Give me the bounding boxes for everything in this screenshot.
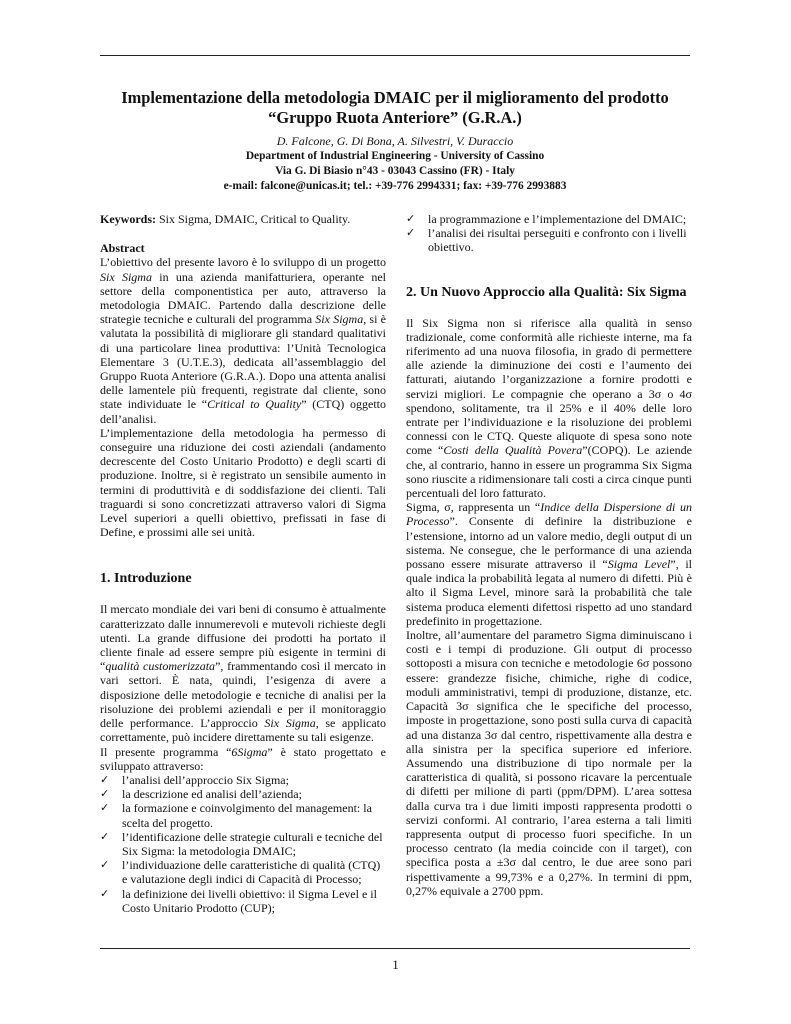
title-line-2: “Gruppo Ruota Anteriore” (G.R.A.) <box>268 108 522 127</box>
section2-paragraph-1: Il Six Sigma non si riferisce alla qualità in senso tradizionale, come conformità alle richieste interne, ma fa riferimento ad una nuova filosofia, in grado di permettere alle aziende la diminuzione dei costi e l’aumento dei fatturati, aiutando l’organizzazione a fornire prodotti e servizi migliori. Le compagnie che operano a 3σ o 4σ spendono, solitamente, tra il 25% e il 40% delle loro entrate per l’individuazione e la risoluzione dei problemi connessi con le CTQ. Queste aliquote di spesa sono note come “Costi della Qualità Povera”(COPQ). Le aziende che, al contrario, hanno in essere un programma Six Sigma sono riuscite a ridimensionare tali costi a circa cinque punti percentuali del loro fatturato. <box>406 315 693 501</box>
paper-title <box>100 88 690 128</box>
list-item: ✓ l’individuazione delle caratteristiche di qualità (CTQ) e valutazione degli indici di Capacità di Processo; <box>100 858 381 887</box>
intro-paragraph-1: Il mercato mondiale dei vari beni di consumo è attualmente caratterizzato dalle innumerevoli e mutevoli richieste degli utenti. La grande diffusione dei prodotti ha portato il cliente finale ad essere sempre più esigente in termini di “qualità customerizzata”, frammentando così il mercato in vari settori. È nata, quindi, l’esigenza di avere a disposizione delle metodologie e tecniche di analisi per la risoluzione dei problemi aziendali e per il monitoraggio delle performance. L’approccio Six Sigma, se applicato correttamente, può incidere direttamente su tali esigenze. <box>100 602 386 745</box>
bottom-rule <box>100 948 690 949</box>
list-item: ✓ la formazione e coinvolgimento del management: la scelta del progetto. <box>100 801 372 830</box>
section-heading-introduzione: 1. Introduzione <box>100 571 192 587</box>
section-heading-six-sigma: 2. Un Nuovo Approccio alla Qualità: Six Sigma <box>406 284 687 300</box>
check-icon: ✓ <box>100 802 110 815</box>
intro-paragraph-2: Il presente programma “6Sigma” è stato progettato e sviluppato attraverso: <box>100 744 387 773</box>
list-item: ✓ l’identificazione delle strategie culturali e tecniche del Six Sigma: la metodologia DMAIC; <box>100 829 383 858</box>
keywords <box>100 212 386 226</box>
abstract-paragraph-2: L’implementazione della metodologia ha permesso di conseguire una riduzione dei costi aziendali (andamento decrescente del Costo Unitario Prodotto) e degli scarti di produzione. Inoltre, si è registrato un sensibile aumento in termini di produttività e di soddisfazione dei clienti. Tali traguardi si sono concretizzati attraverso valori di Sigma Level superiori a quelli obiettivo, prefissati in fase di Define, e prossimi alle sei unità. <box>100 425 386 540</box>
keywords-text: Six Sigma, DMAIC, Critical to Quality. <box>156 212 351 226</box>
left-column <box>100 212 386 915</box>
address: Via G. Di Biasio n°43 - 03043 Cassino (FR) - Italy <box>275 165 515 177</box>
list-item: ✓ la programmazione e l’implementazione del DMAIC; <box>406 212 687 226</box>
list-item: ✓ la descrizione ed analisi dell’azienda; <box>100 787 302 802</box>
keywords-label: Keywords: <box>100 212 156 226</box>
department: Department of Industrial Engineering - University of Cassino <box>245 150 545 162</box>
check-icon: ✓ <box>100 830 110 843</box>
check-icon: ✓ <box>100 773 110 786</box>
check-icon: ✓ <box>100 859 110 872</box>
checklist-continued <box>406 212 692 255</box>
list-item: ✓ l’analisi dell’approccio Six Sigma; <box>100 772 289 787</box>
title-line-1: Implementazione della metodologia DMAIC per il miglioramento del prodotto <box>121 88 669 107</box>
list-item: ✓ l’analisi dei risultai perseguiti e confronto con i livelli obiettivo. <box>406 226 687 255</box>
paper-header <box>100 88 690 194</box>
contact-info: e-mail: falcone@unicas.it; tel.: +39-776 2994331; fax: +39-776 2993883 <box>223 180 567 192</box>
right-column <box>406 212 692 898</box>
check-icon: ✓ <box>406 227 416 240</box>
abstract-paragraph-1: L’obiettivo del presente lavoro è lo sviluppo di un progetto Six Sigma in una azienda manifatturiera, operante nel settore della componentistica per auto, attraverso la metodologia DMAIC. Partendo dalla descrizione delle strategie tecniche e culturali del programma Six Sigma, si è valutata la possibilità di migliorare gli standard qualitativi di una particolare linea produttiva: l’Unità Tecnologica Elementare 3 (U.T.E.3), dedicata all’assemblaggio del Gruppo Ruota Anteriore (G.R.A.). Dopo una attenta analisi delle lamentele più frequenti, registrate dal cliente, sono state individuate le “Critical to Quality” (CTQ) oggetto dell’analisi. <box>100 255 387 426</box>
authors: D. Falcone, G. Di Bona, A. Silvestri, V. Duraccio <box>276 134 514 148</box>
section2-paragraph-2: Sigma, σ, rappresenta un “Indice della Dispersione di un Processo”. Consente di definire la distribuzione e l’estensione, intorno ad un valore medio, degli output di un sistema. Ne consegue, che le performance di una azienda possano essere misurate attraverso il “Sigma Level”, il quale indica la probabilità legata al numero di difetti. Più è alto il Sigma Level, minore sarà la probabilità che tale sistema produca elementi difettosi rispetto ad uno standard predefinito in progettazione. <box>406 500 693 628</box>
checklist <box>100 773 386 915</box>
check-icon: ✓ <box>406 213 416 225</box>
page-number: 1 <box>392 957 399 972</box>
list-item: ✓ la definizione dei livelli obiettivo: il Sigma Level e il Costo Unitario Prodotto (CUP); <box>100 886 377 915</box>
top-rule <box>100 55 690 56</box>
check-icon: ✓ <box>100 788 110 801</box>
abstract-heading: Abstract <box>100 241 145 256</box>
section2-paragraph-3: Inoltre, all’aumentare del parametro Sigma diminuiscano i costi e i tempi di produzione. Gli output di processo sottoposti a misura con tecniche e metodologie 6σ possono essere: grandezze fisiche, chimiche, righe di codice, moduli amministrativi, tempi di produzione, distanze, etc. Capacità 3σ significa che le specifiche del processo, imposte in progettazione, sono posti sulla curva di capacità ad una distanza 3σ dal centro, rispettivamente alla destra e alla sinistra per la specifica superiore ed inferiore. Assumendo una distribuzione di tipo normale per la caratteristica di qualità, si possono ricavare la percentuale di difetti per milione di parti (ppm/DPM). L’area sottesa dalla curva tra i due limiti imposti rappresenta prodotti o servizi conformi. Al contrario, l’area esterna a tali limiti rappresenta output di processo fuori specifiche. In un processo centrato (la media coincide con il target), con specifica posta a ±3σ dal centro, le due aree sono pari rispettivamente a 99,73% e a 0,27%. In termini di ppm, 0,27% equivale a 2700 ppm. <box>406 628 692 898</box>
check-icon: ✓ <box>100 887 110 900</box>
